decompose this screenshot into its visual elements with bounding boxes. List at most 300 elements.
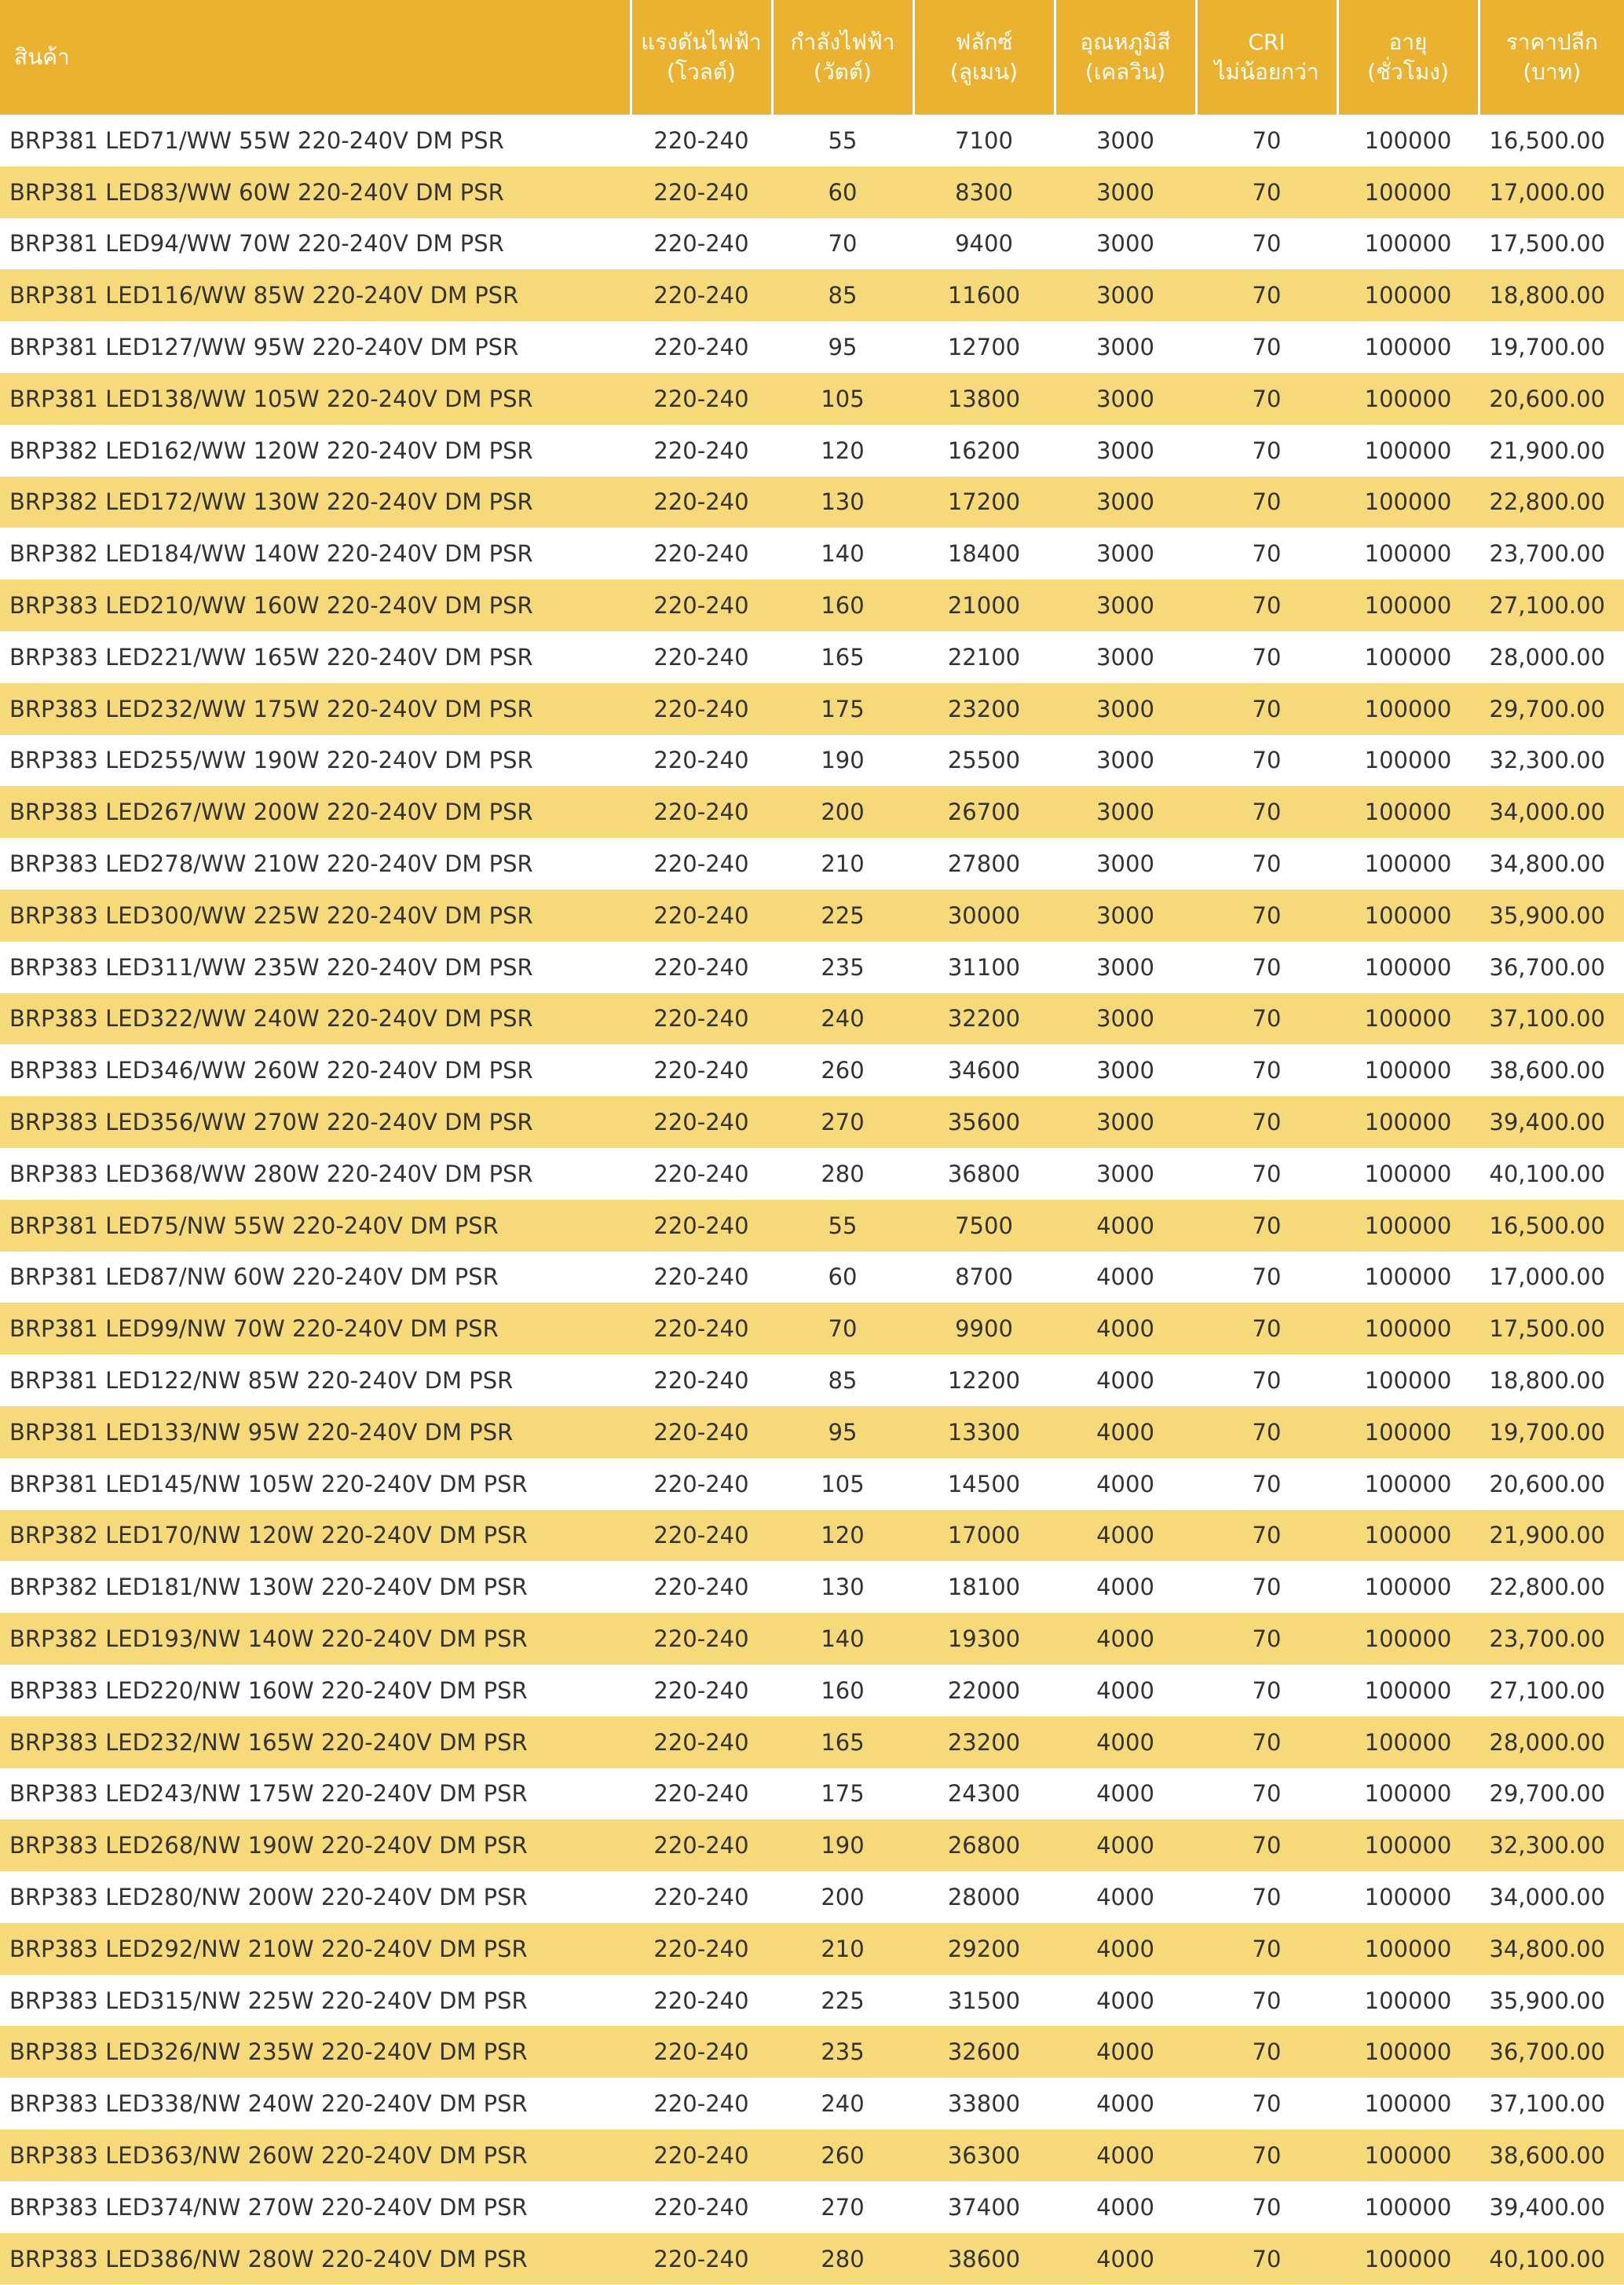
life-cell: 100000 (1364, 1676, 1452, 1704)
voltage-cell: 220-240 (631, 2233, 772, 2285)
cct-cell: 3000 (1055, 579, 1196, 631)
table-row (0, 1510, 1624, 1562)
product-cell: BRP383 LED278/WW 210W 220-240V DM PSR (9, 850, 533, 878)
price-cell: 21,900.00 (1479, 1510, 1624, 1562)
power-cell: 120 (821, 437, 865, 464)
price-cell: 40,100.00 (1479, 2233, 1624, 2285)
price-cell: 34,000.00 (1479, 786, 1624, 838)
cri-cell: 70 (1252, 1470, 1282, 1497)
voltage-cell: 220-240 (631, 1923, 772, 1975)
voltage-cell: 220-240 (653, 643, 749, 671)
voltage-cell: 220-240 (631, 1096, 772, 1148)
life-cell: 100000 (1364, 437, 1452, 464)
price-cell: 32,300.00 (1479, 1819, 1624, 1871)
product-cell: BRP382 LED193/NW 140W 220-240V DM PSR (0, 1613, 631, 1665)
product-cell: BRP383 LED220/NW 160W 220-240V DM PSR (9, 1676, 528, 1704)
table-row (0, 1252, 1624, 1303)
life-cell: 100000 (1364, 1987, 1452, 2014)
life-cell: 100000 (1364, 1883, 1452, 1910)
flux-cell: 30000 (913, 890, 1055, 941)
table-row (0, 2233, 1624, 2285)
cri-cell: 70 (1252, 1676, 1282, 1704)
power-cell: 105 (772, 373, 913, 425)
price-cell: 23,700.00 (1479, 1613, 1624, 1665)
table-row (0, 890, 1624, 941)
flux-cell: 32600 (913, 2026, 1055, 2078)
header-voltage (631, 0, 772, 115)
flux-cell: 8700 (955, 1263, 1013, 1291)
life-cell: 100000 (1364, 230, 1452, 258)
voltage-cell: 220-240 (653, 126, 749, 154)
cri-cell: 70 (1196, 1716, 1337, 1768)
power-cell: 240 (772, 993, 913, 1045)
voltage-cell: 220-240 (631, 1819, 772, 1871)
cri-cell: 70 (1252, 437, 1282, 464)
life-cell: 100000 (1337, 683, 1479, 735)
life-cell: 100000 (1364, 126, 1452, 154)
product-cell: BRP383 LED267/WW 200W 220-240V DM PSR (0, 786, 631, 838)
voltage-cell: 220-240 (653, 1470, 749, 1497)
cct-cell: 4000 (1096, 1883, 1154, 1910)
power-cell: 270 (821, 2193, 865, 2221)
flux-cell: 36800 (947, 1160, 1021, 1187)
table-row (0, 1561, 1624, 1613)
header-life-label: อายุ (1388, 29, 1428, 55)
life-cell: 100000 (1337, 1923, 1479, 1975)
cct-cell: 4000 (1096, 1987, 1154, 2014)
cct-cell: 3000 (1096, 953, 1154, 981)
cct-cell: 4000 (1096, 2090, 1154, 2118)
life-cell: 100000 (1364, 2090, 1452, 2118)
power-cell: 175 (821, 1780, 865, 1808)
price-cell: 37,100.00 (1489, 2090, 1605, 2118)
table-row (0, 2078, 1624, 2130)
voltage-cell: 220-240 (631, 373, 772, 425)
cct-cell: 4000 (1096, 1263, 1154, 1291)
cct-cell: 3000 (1055, 786, 1196, 838)
header-voltage-label: แรงดันไฟฟ้า (641, 29, 762, 55)
flux-cell: 37400 (947, 2193, 1021, 2221)
voltage-cell: 220-240 (653, 1367, 749, 1395)
voltage-cell: 220-240 (653, 334, 749, 361)
price-cell: 36,700.00 (1479, 2026, 1624, 2078)
power-cell: 55 (772, 1200, 913, 1252)
cct-cell: 3000 (1096, 230, 1154, 258)
voltage-cell: 220-240 (631, 166, 772, 218)
power-cell: 175 (772, 683, 913, 735)
life-cell: 100000 (1364, 1263, 1452, 1291)
cct-cell: 3000 (1096, 334, 1154, 361)
power-cell: 120 (772, 1510, 913, 1562)
voltage-cell: 220-240 (653, 1263, 749, 1291)
cct-cell: 4000 (1055, 1303, 1196, 1355)
flux-cell: 7500 (913, 1200, 1055, 1252)
cri-cell: 70 (1252, 850, 1282, 878)
product-cell: BRP383 LED221/WW 165W 220-240V DM PSR (9, 643, 533, 671)
power-cell: 130 (821, 1574, 865, 1601)
price-cell: 19,700.00 (1479, 1406, 1624, 1458)
flux-cell: 35600 (913, 1096, 1055, 1148)
table-row (0, 1044, 1624, 1096)
cct-cell: 3000 (1055, 890, 1196, 941)
table-row (0, 115, 1624, 166)
price-cell: 22,800.00 (1479, 477, 1624, 528)
power-cell: 235 (821, 953, 865, 981)
power-cell: 160 (772, 579, 913, 631)
flux-cell: 38600 (913, 2233, 1055, 2285)
header-cri-label: CRI (1248, 29, 1286, 55)
life-cell: 100000 (1337, 477, 1479, 528)
price-cell: 35,900.00 (1489, 1987, 1605, 2014)
flux-cell: 7100 (955, 126, 1013, 154)
cct-cell: 4000 (1055, 2130, 1196, 2181)
power-cell: 130 (772, 477, 913, 528)
flux-cell: 23200 (913, 683, 1055, 735)
price-cell: 35,900.00 (1479, 890, 1624, 941)
product-cell: BRP383 LED243/NW 175W 220-240V DM PSR (9, 1780, 528, 1808)
table-row (0, 477, 1624, 528)
cri-cell: 70 (1252, 2090, 1282, 2118)
flux-cell: 26700 (913, 786, 1055, 838)
power-cell: 60 (828, 1263, 858, 1291)
table-row (0, 528, 1624, 579)
flux-cell: 33800 (947, 2090, 1021, 2118)
table-header (0, 0, 1624, 115)
price-cell: 29,700.00 (1489, 1780, 1605, 1808)
table-body (0, 115, 1624, 2284)
power-cell: 140 (821, 540, 865, 568)
product-cell: BRP381 LED75/NW 55W 220-240V DM PSR (0, 1200, 631, 1252)
voltage-cell: 220-240 (653, 230, 749, 258)
flux-cell: 32200 (913, 993, 1055, 1045)
price-cell: 22,800.00 (1489, 1574, 1605, 1601)
cct-cell: 4000 (1096, 1470, 1154, 1497)
product-cell: BRP381 LED87/NW 60W 220-240V DM PSR (9, 1263, 499, 1291)
product-cell: BRP381 LED127/WW 95W 220-240V DM PSR (9, 334, 519, 361)
table-row (0, 1819, 1624, 1871)
flux-cell: 26800 (913, 1819, 1055, 1871)
voltage-cell: 220-240 (653, 1676, 749, 1704)
voltage-cell: 220-240 (653, 2090, 749, 2118)
flux-cell: 31100 (947, 953, 1021, 981)
life-cell: 100000 (1364, 1057, 1452, 1084)
price-cell: 28,000.00 (1479, 1716, 1624, 1768)
price-cell: 27,100.00 (1489, 1676, 1605, 1704)
flux-cell: 28000 (947, 1883, 1021, 1910)
voltage-cell: 220-240 (631, 2026, 772, 2078)
cct-cell: 4000 (1055, 1200, 1196, 1252)
life-cell: 100000 (1337, 1613, 1479, 1665)
flux-cell: 21000 (913, 579, 1055, 631)
product-cell: BRP383 LED315/NW 225W 220-240V DM PSR (9, 1987, 528, 2014)
product-cell: BRP383 LED338/NW 240W 220-240V DM PSR (9, 2090, 528, 2118)
table-row (0, 941, 1624, 993)
table-row (0, 1406, 1624, 1458)
cri-cell: 70 (1196, 477, 1337, 528)
product-cell: BRP383 LED255/WW 190W 220-240V DM PSR (9, 747, 533, 774)
price-cell: 21,900.00 (1489, 437, 1605, 464)
cct-cell: 3000 (1055, 683, 1196, 735)
cct-cell: 4000 (1055, 1406, 1196, 1458)
product-cell: BRP382 LED184/WW 140W 220-240V DM PSR (9, 540, 533, 568)
cct-cell: 4000 (1096, 1367, 1154, 1395)
voltage-cell: 220-240 (653, 540, 749, 568)
table-row (0, 1613, 1624, 1665)
product-cell: BRP382 LED162/WW 120W 220-240V DM PSR (9, 437, 533, 464)
voltage-cell: 220-240 (631, 1510, 772, 1562)
table-row (0, 838, 1624, 890)
product-cell: BRP383 LED232/WW 175W 220-240V DM PSR (0, 683, 631, 735)
cct-cell: 3000 (1096, 1160, 1154, 1187)
header-price-unit: (บาท) (1523, 59, 1582, 85)
cri-cell: 70 (1252, 1987, 1282, 2014)
table-row (0, 2181, 1624, 2233)
price-cell: 36,700.00 (1489, 953, 1605, 981)
cri-cell: 70 (1252, 126, 1282, 154)
price-cell: 20,600.00 (1479, 373, 1624, 425)
price-cell: 23,700.00 (1489, 540, 1605, 568)
flux-cell: 19300 (913, 1613, 1055, 1665)
cri-cell: 70 (1196, 269, 1337, 321)
power-cell: 105 (821, 1470, 865, 1497)
cri-cell: 70 (1196, 683, 1337, 735)
flux-cell: 11600 (913, 269, 1055, 321)
price-cell: 19,700.00 (1489, 334, 1605, 361)
cct-cell: 4000 (1055, 1613, 1196, 1665)
flux-cell: 18100 (947, 1574, 1021, 1601)
cri-cell: 70 (1252, 1160, 1282, 1187)
power-cell: 190 (821, 747, 865, 774)
header-power-unit: (วัตต์) (814, 59, 872, 85)
life-cell: 100000 (1364, 1780, 1452, 1808)
cri-cell: 70 (1196, 1096, 1337, 1148)
price-cell: 17,500.00 (1489, 230, 1605, 258)
power-cell: 200 (821, 1883, 865, 1910)
table-row (0, 1303, 1624, 1355)
header-price-label: ราคาปลีก (1505, 29, 1598, 55)
voltage-cell: 220-240 (631, 993, 772, 1045)
voltage-cell: 220-240 (653, 1057, 749, 1084)
price-cell: 34,800.00 (1489, 850, 1605, 878)
header-product-label: สินค้า (14, 44, 70, 70)
header-cct (1055, 0, 1196, 115)
product-cell: BRP383 LED210/WW 160W 220-240V DM PSR (0, 579, 631, 631)
table-row (0, 373, 1624, 425)
product-cell: BRP383 LED386/NW 280W 220-240V DM PSR (0, 2233, 631, 2285)
cct-cell: 4000 (1096, 1780, 1154, 1808)
cct-cell: 3000 (1055, 166, 1196, 218)
voltage-cell: 220-240 (631, 1716, 772, 1768)
cri-cell: 70 (1252, 1057, 1282, 1084)
header-flux-unit: (ลูเมน) (949, 59, 1019, 85)
life-cell: 100000 (1337, 2233, 1479, 2285)
flux-cell: 17000 (913, 1510, 1055, 1562)
header-row (0, 0, 1624, 115)
life-cell: 100000 (1364, 334, 1452, 361)
price-cell: 17,500.00 (1479, 1303, 1624, 1355)
cri-cell: 70 (1252, 1367, 1282, 1395)
cri-cell: 70 (1196, 2233, 1337, 2285)
product-cell: BRP383 LED368/WW 280W 220-240V DM PSR (9, 1160, 533, 1187)
table-row (0, 1871, 1624, 1923)
power-cell: 95 (772, 1406, 913, 1458)
header-cct-unit: (เคลวิน) (1084, 59, 1166, 85)
life-cell: 100000 (1364, 643, 1452, 671)
cri-cell: 70 (1252, 334, 1282, 361)
cct-cell: 4000 (1055, 1510, 1196, 1562)
voltage-cell: 220-240 (631, 786, 772, 838)
product-cell: BRP383 LED280/NW 200W 220-240V DM PSR (9, 1883, 528, 1910)
life-cell: 100000 (1364, 747, 1452, 774)
flux-cell: 12200 (947, 1367, 1021, 1395)
cct-cell: 3000 (1096, 437, 1154, 464)
cri-cell: 70 (1196, 1303, 1337, 1355)
life-cell: 100000 (1337, 1406, 1479, 1458)
product-cell: BRP383 LED268/NW 190W 220-240V DM PSR (0, 1819, 631, 1871)
price-cell: 17,000.00 (1489, 1263, 1605, 1291)
voltage-cell: 220-240 (653, 1987, 749, 2014)
cri-cell: 70 (1196, 1510, 1337, 1562)
cct-cell: 3000 (1096, 126, 1154, 154)
cct-cell: 3000 (1055, 1096, 1196, 1148)
cri-cell: 70 (1196, 2026, 1337, 2078)
power-cell: 70 (828, 230, 858, 258)
power-cell: 140 (772, 1613, 913, 1665)
product-cell: BRP381 LED71/WW 55W 220-240V DM PSR (9, 126, 504, 154)
price-cell: 39,400.00 (1479, 1096, 1624, 1148)
product-cell: BRP383 LED346/WW 260W 220-240V DM PSR (9, 1057, 533, 1084)
product-cell: BRP381 LED145/NW 105W 220-240V DM PSR (9, 1470, 528, 1497)
cri-cell: 70 (1196, 579, 1337, 631)
cri-cell: 70 (1252, 953, 1282, 981)
header-flux (913, 0, 1055, 115)
power-cell: 200 (772, 786, 913, 838)
voltage-cell: 220-240 (653, 1883, 749, 1910)
table-row (0, 166, 1624, 218)
cct-cell: 3000 (1055, 993, 1196, 1045)
table-row (0, 1923, 1624, 1975)
product-cell: BRP381 LED83/WW 60W 220-240V DM PSR (0, 166, 631, 218)
power-cell: 270 (772, 1096, 913, 1148)
life-cell: 100000 (1337, 890, 1479, 941)
flux-cell: 16200 (947, 437, 1021, 464)
voltage-cell: 220-240 (653, 850, 749, 878)
table-row (0, 1148, 1624, 1200)
life-cell: 100000 (1337, 2130, 1479, 2181)
product-cell: BRP383 LED374/NW 270W 220-240V DM PSR (9, 2193, 528, 2221)
price-cell: 38,600.00 (1489, 1057, 1605, 1084)
cct-cell: 4000 (1055, 2026, 1196, 2078)
flux-cell: 17200 (913, 477, 1055, 528)
cct-cell: 3000 (1055, 373, 1196, 425)
life-cell: 100000 (1337, 1716, 1479, 1768)
life-cell: 100000 (1364, 1160, 1452, 1187)
voltage-cell: 220-240 (631, 1200, 772, 1252)
header-voltage-unit: (โวลต์) (667, 59, 736, 85)
cri-cell: 70 (1196, 1406, 1337, 1458)
flux-cell: 23200 (913, 1716, 1055, 1768)
table-row (0, 218, 1624, 270)
price-cell: 38,600.00 (1479, 2130, 1624, 2181)
life-cell: 100000 (1337, 1200, 1479, 1252)
table-row (0, 1975, 1624, 2027)
product-cell: BRP381 LED133/NW 95W 220-240V DM PSR (0, 1406, 631, 1458)
table-row (0, 2026, 1624, 2078)
voltage-cell: 220-240 (631, 1406, 772, 1458)
life-cell: 100000 (1337, 1819, 1479, 1871)
cct-cell: 3000 (1096, 850, 1154, 878)
voltage-cell: 220-240 (653, 1780, 749, 1808)
voltage-cell: 220-240 (653, 747, 749, 774)
price-cell: 20,600.00 (1489, 1470, 1605, 1497)
product-cell: BRP383 LED363/NW 260W 220-240V DM PSR (0, 2130, 631, 2181)
power-cell: 210 (772, 1923, 913, 1975)
power-cell: 260 (821, 1057, 865, 1084)
cri-cell: 70 (1252, 1883, 1282, 1910)
flux-cell: 18400 (947, 540, 1021, 568)
header-life (1337, 0, 1479, 115)
voltage-cell: 220-240 (631, 890, 772, 941)
header-product (0, 0, 631, 115)
power-cell: 60 (772, 166, 913, 218)
life-cell: 100000 (1337, 2026, 1479, 2078)
life-cell: 100000 (1364, 850, 1452, 878)
life-cell: 100000 (1337, 373, 1479, 425)
price-cell: 16,500.00 (1479, 1200, 1624, 1252)
product-cell: BRP382 LED172/WW 130W 220-240V DM PSR (0, 477, 631, 528)
life-cell: 100000 (1364, 1574, 1452, 1601)
voltage-cell: 220-240 (653, 953, 749, 981)
flux-cell: 22100 (947, 643, 1021, 671)
life-cell: 100000 (1337, 1096, 1479, 1148)
life-cell: 100000 (1337, 1510, 1479, 1562)
product-cell: BRP381 LED122/NW 85W 220-240V DM PSR (9, 1367, 514, 1395)
cct-cell: 3000 (1055, 269, 1196, 321)
price-cell: 39,400.00 (1489, 2193, 1605, 2221)
cct-cell: 4000 (1096, 2193, 1154, 2221)
table-row (0, 269, 1624, 321)
life-cell: 100000 (1337, 579, 1479, 631)
product-cell: BRP381 LED94/WW 70W 220-240V DM PSR (9, 230, 504, 258)
power-cell: 235 (772, 2026, 913, 2078)
cri-cell: 70 (1252, 2193, 1282, 2221)
voltage-cell: 220-240 (631, 579, 772, 631)
table-row (0, 1458, 1624, 1510)
table-row (0, 2130, 1624, 2181)
flux-cell: 29200 (913, 1923, 1055, 1975)
life-cell: 100000 (1337, 786, 1479, 838)
price-cell: 37,100.00 (1479, 993, 1624, 1045)
voltage-cell: 220-240 (631, 1613, 772, 1665)
cri-cell: 70 (1196, 2130, 1337, 2181)
flux-cell: 13800 (913, 373, 1055, 425)
cct-cell: 4000 (1096, 1574, 1154, 1601)
flux-cell: 31500 (947, 1987, 1021, 2014)
cct-cell: 4000 (1055, 1819, 1196, 1871)
cct-cell: 4000 (1055, 1716, 1196, 1768)
life-cell: 100000 (1337, 993, 1479, 1045)
cct-cell: 3000 (1055, 477, 1196, 528)
voltage-cell: 220-240 (653, 1574, 749, 1601)
cri-cell: 70 (1196, 166, 1337, 218)
voltage-cell: 220-240 (631, 477, 772, 528)
flux-cell: 8300 (913, 166, 1055, 218)
power-cell: 85 (828, 1367, 858, 1395)
cri-cell: 70 (1196, 1613, 1337, 1665)
price-cell: 32,300.00 (1489, 747, 1605, 774)
flux-cell: 14500 (947, 1470, 1021, 1497)
cri-cell: 70 (1252, 643, 1282, 671)
